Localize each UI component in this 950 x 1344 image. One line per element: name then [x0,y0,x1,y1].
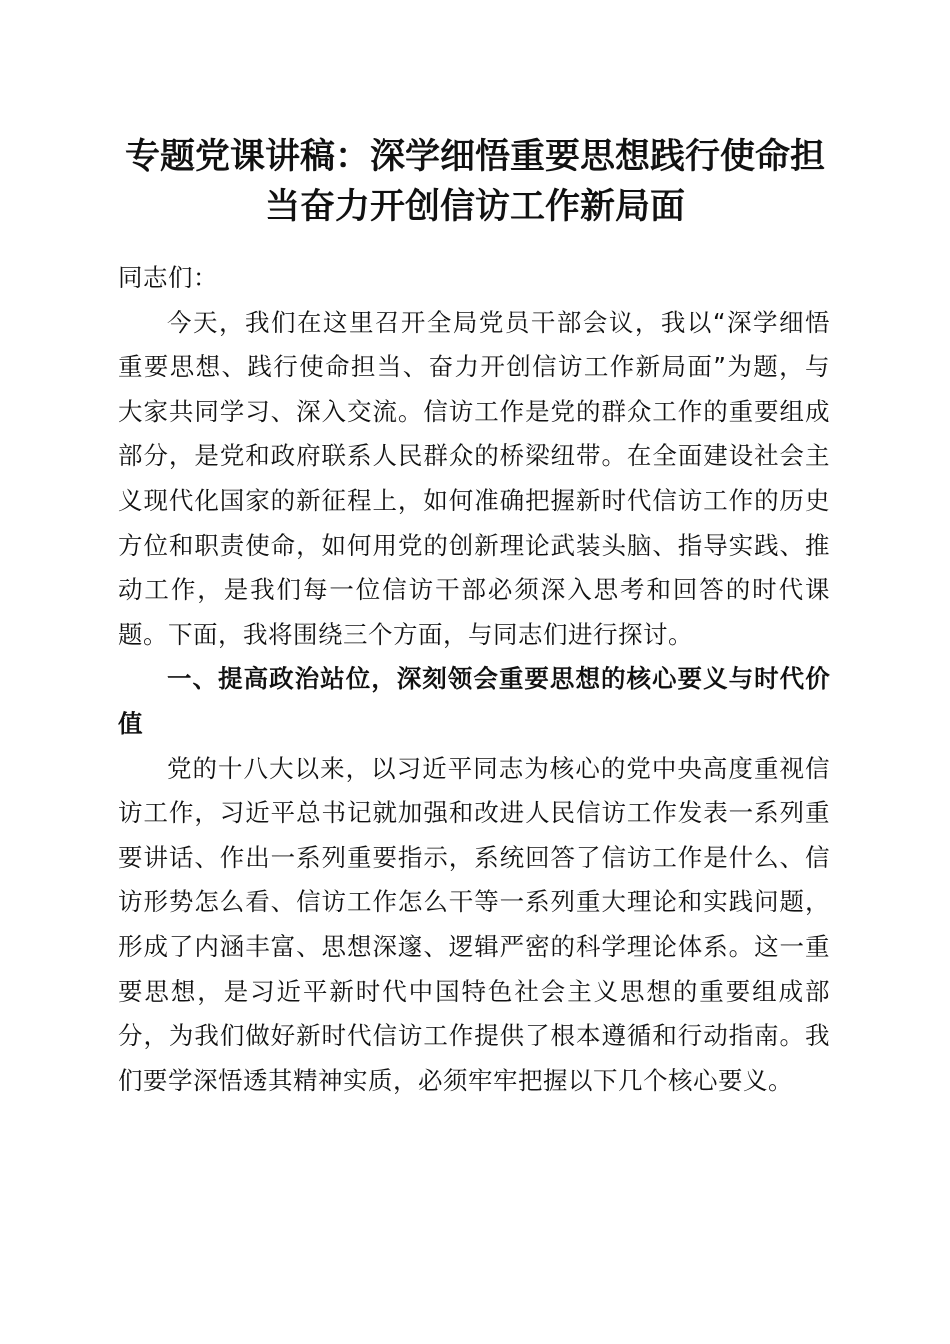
document-body [118,256,830,1103]
section-heading-1: 一、提高政治站位，深刻领会重要思想的核心要义与时代价值 [118,664,830,738]
salutation: 同志们： [118,263,218,292]
title-line-1: 专题党课讲稿：深学细悟重要思想践行使命担 [124,136,825,177]
paragraph-intro: 今天，我们在这里召开全局党员干部会议，我以“深学细悟重要思想、践行使命担当、奋力开创信访工作新局面”为题，与大家共同学习、深入交流。信访工作是党的群众工作的重要组成部分，是党和政府联系人民群众的桥梁纽带。在全面建设社会主义现代化国家的新征程上，如何准确把握新时代信访工作的历史方位和职责使命，如何用党的创新理论武装头脑、指导实践、推动工作，是我们每一位信访干部必须深入思考和回答的时代课题。下面，我将围绕三个方面，与同志们进行探讨。 [118,307,830,649]
title-line-2: 当奋力开创信访工作新局面 [264,186,685,227]
document-title [100,132,850,232]
paragraph-section-1: 党的十八大以来，以习近平同志为核心的党中央高度重视信访工作，习近平总书记就加强和改进人民信访工作发表一系列重要讲话、作出一系列重要指示，系统回答了信访工作是什么、信访形势怎么看、信访工作怎么干等一系列重大理论和实践问题，形成了内涵丰富、思想深邃、逻辑严密的科学理论体系。这一重要思想，是习近平新时代中国特色社会主义思想的重要组成部分，为我们做好新时代信访工作提供了根本遵循和行动指南。我们要学深悟透其精神实质，必须牢牢把握以下几个核心要义。 [118,753,830,1095]
